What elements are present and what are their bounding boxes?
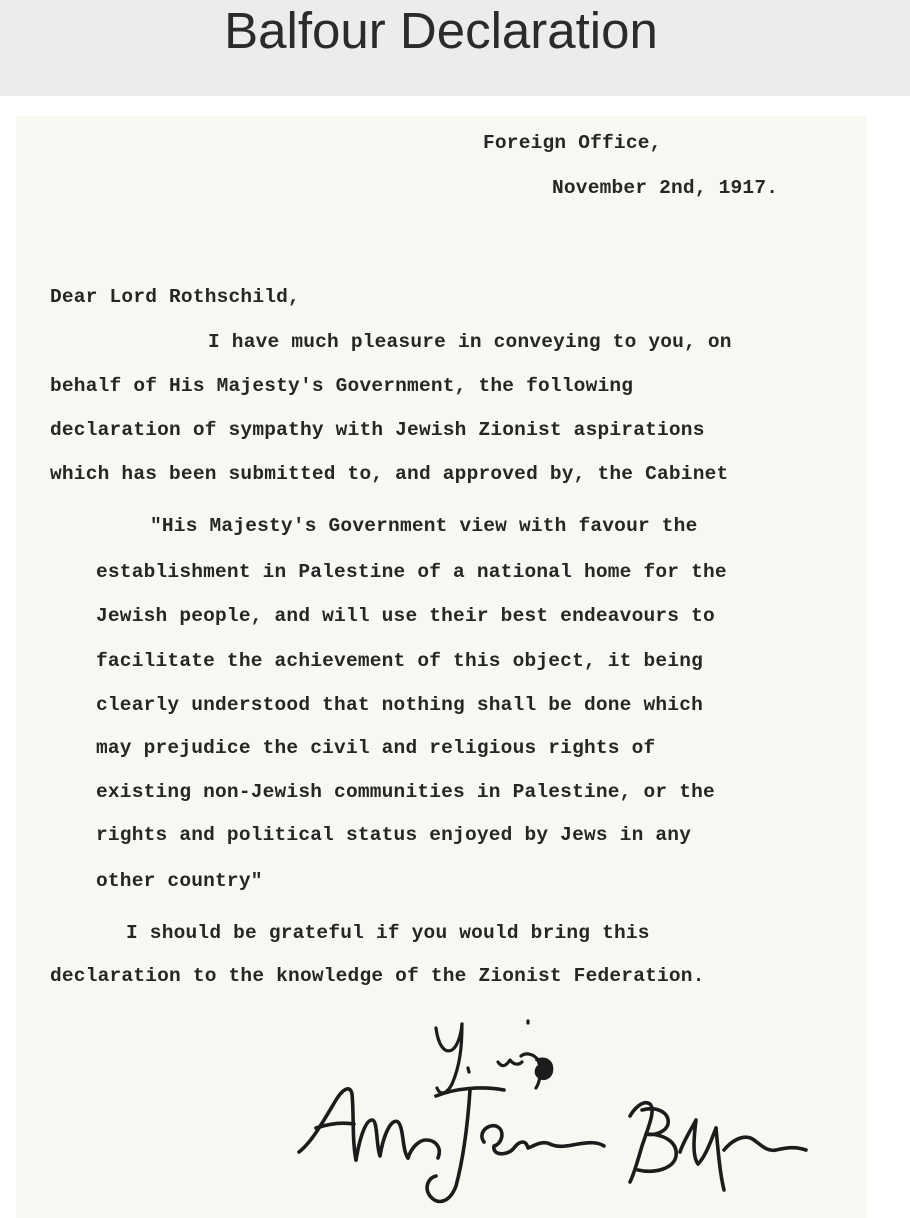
salutation: Dear Lord Rothschild, [50, 286, 300, 308]
intro-line: declaration of sympathy with Jewish Zionist aspirations [50, 419, 705, 441]
handwritten-signature [16, 116, 867, 1218]
closing-line: declaration to the knowledge of the Zionist Federation. [50, 965, 705, 987]
quote-line: existing non-Jewish communities in Palestine, or the [96, 781, 715, 803]
quote-line: facilitate the achievement of this object, it being [96, 650, 703, 672]
letter-document [16, 116, 867, 1218]
quote-line: Jewish people, and will use their best endeavours to [96, 605, 715, 627]
page-title: Balfour Declaration [224, 2, 658, 59]
intro-line: which has been submitted to, and approved by, the Cabinet [50, 463, 729, 485]
office-line: Foreign Office, [483, 132, 662, 154]
signature-name [299, 1088, 806, 1201]
quote-line: "His Majesty's Government view with favour the [150, 515, 698, 537]
signature-valediction [436, 1021, 540, 1093]
quote-line: clearly understood that nothing shall be done which [96, 694, 703, 716]
signature-ink-blot [536, 1059, 553, 1080]
quote-line: rights and political status enjoyed by Jews in any [96, 824, 692, 846]
intro-line: behalf of His Majesty's Government, the following [50, 375, 634, 397]
quote-line: establishment in Palestine of a national home for the [96, 561, 727, 583]
page-header [0, 0, 910, 96]
quote-line: may prejudice the civil and religious rights of [96, 737, 656, 759]
date-line: November 2nd, 1917. [552, 177, 779, 199]
closing-line: I should be grateful if you would bring this [126, 922, 650, 944]
quote-line: other country" [96, 870, 263, 892]
intro-line: I have much pleasure in conveying to you, on [208, 331, 732, 353]
